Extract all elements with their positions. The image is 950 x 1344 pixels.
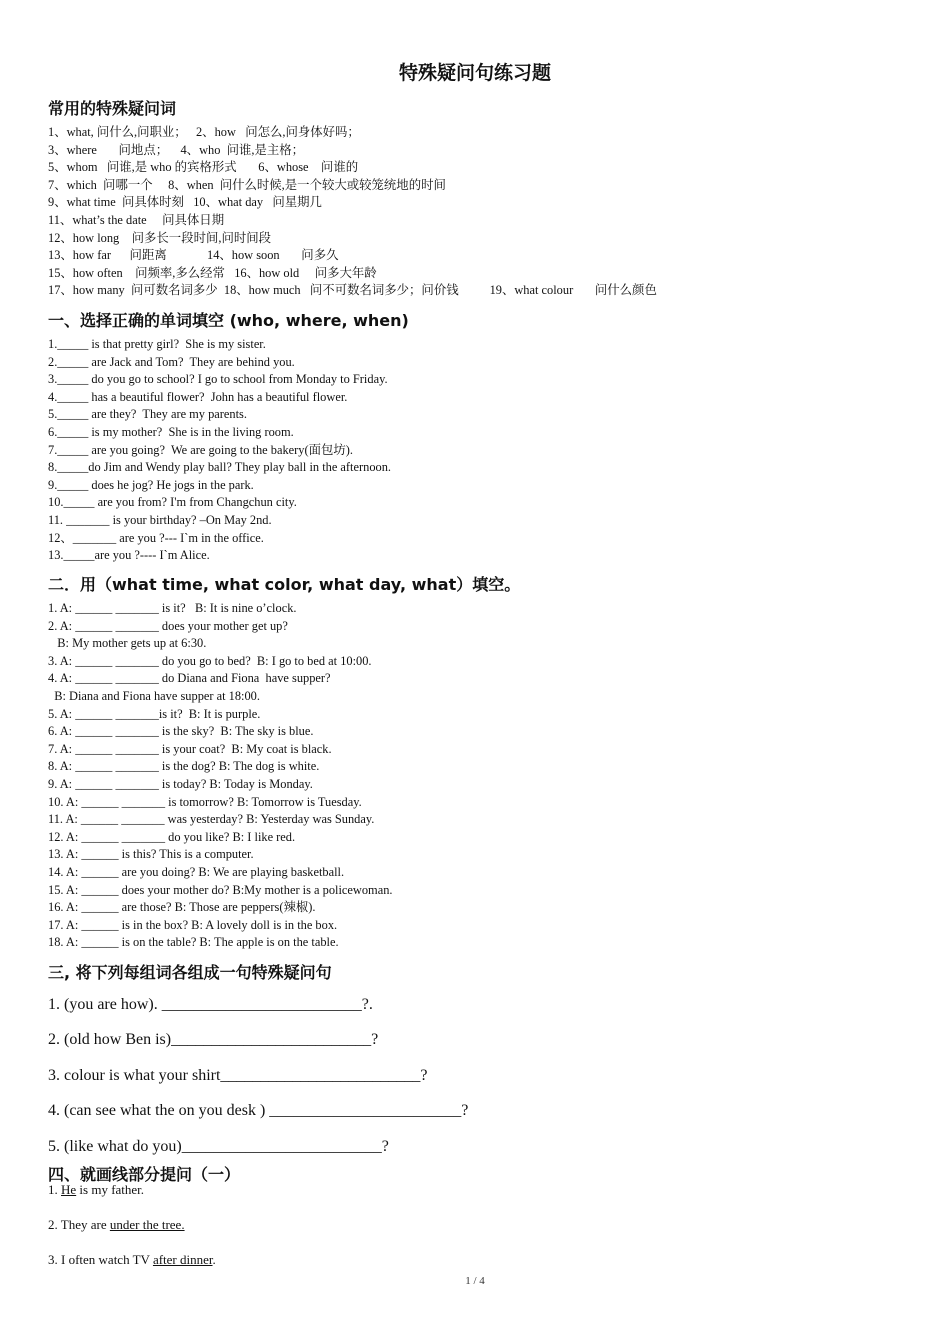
item-text: is my father. xyxy=(76,1182,145,1197)
item-text: . xyxy=(212,1251,216,1267)
section1-list xyxy=(48,336,908,565)
exercise-item: 14. A: ______ are you doing? B: We are playing basketball. xyxy=(48,864,345,879)
underlined-part: under the tree. xyxy=(109,1216,185,1232)
exercise-item: 10._____ are you from? I'm from Changchun city. xyxy=(48,495,297,510)
common-words-heading: 常用的特殊疑问词 xyxy=(48,99,177,118)
list-item: 15、how often 问频率,多么经常 16、how old 问多大年龄 xyxy=(48,265,377,280)
exercise-item: 3._____ do you go to school? I go to school from Monday to Friday. xyxy=(48,372,388,387)
item-text: 3. I often watch TV xyxy=(48,1251,153,1267)
exercise-item: 3. colour is what your shirt_________________________? xyxy=(48,1066,428,1084)
list-item: 9、what time 问具体时刻 10、what day 问星期几 xyxy=(48,195,322,210)
exercise-item: 1. A: ______ _______ is it? B: It is nine o’clock. xyxy=(48,601,297,615)
exercise-item: 6. A: ______ _______ is the sky? B: The sky is blue. xyxy=(48,724,314,739)
list-item: 1、what, 问什么,问职业； 2、how 问怎么,问身体好吗； xyxy=(48,125,360,139)
exercise-item: 9. A: ______ _______ is today? B: Today is Monday. xyxy=(48,776,313,791)
section1-heading: 一、选择正确的单词填空 (who, where, when) xyxy=(48,311,409,330)
underlined-part: He xyxy=(61,1182,77,1197)
list-item: 5、whom 问谁,是 who 的宾格形式 6、whose 问谁的 xyxy=(48,160,359,175)
list-item: 13、how far 问距离 14、how soon 问多久 xyxy=(48,248,339,263)
item-text: 2. They are xyxy=(48,1216,110,1232)
exercise-item: 1._____ is that pretty girl? She is my sister. xyxy=(48,337,266,351)
item-text: 1. xyxy=(48,1182,61,1197)
section2-list xyxy=(48,600,908,952)
exercise-item: 2._____ are Jack and Tom? They are behind you. xyxy=(48,354,295,369)
underlined-part: after dinner xyxy=(152,1251,213,1267)
exercise-item: 5._____ are they? They are my parents. xyxy=(48,407,247,422)
exercise-item: 8._____do Jim and Wendy play ball? They play ball in the afternoon. xyxy=(48,460,391,475)
exercise-item: 5. (like what do you)_________________________? xyxy=(48,1137,389,1155)
exercise-item: B: My mother gets up at 6:30. xyxy=(48,636,207,651)
exercise-item: 16. A: ______ are those? B: Those are peppers(辣椒). xyxy=(48,900,316,915)
exercise-item: 10. A: ______ _______ is tomorrow? B: Tomorrow is Tuesday. xyxy=(48,794,362,809)
exercise-item: 1. (you are how). _________________________?. xyxy=(48,996,373,1013)
page-number: 1 / 4 xyxy=(465,1275,485,1287)
exercise-item: 7. A: ______ _______ is your coat? B: My coat is black. xyxy=(48,741,332,756)
exercise-item: 4. (can see what the on you desk ) ________________________? xyxy=(48,1102,469,1120)
exercise-item: 2. A: ______ _______ does your mother get up? xyxy=(48,618,288,633)
exercise-item: 4. A: ______ _______ do Diana and Fiona have supper? xyxy=(48,671,331,686)
exercise-item: 18. A: ______ is on the table? B: The apple is on the table. xyxy=(48,935,339,950)
section2-heading: 二．用（what time, what color, what day, what）填空。 xyxy=(48,575,521,594)
list-item: 7、which 问哪一个 8、when 问什么时候,是一个较大或较笼统地的时间 xyxy=(48,177,446,192)
common-words-list xyxy=(48,124,908,300)
exercise-item: 2. (old how Ben is)_________________________? xyxy=(48,1031,379,1049)
exercise-item: 12、_______ are you ?--- I`m in the office. xyxy=(48,530,264,545)
list-item: 17、how many 问可数名词多少 18、how much 问不可数名词多少；问价钱 19、what colour 问什么颜色 xyxy=(48,283,657,298)
section3-list xyxy=(48,993,908,1170)
exercise-item: 7._____ are you going? We are going to the bakery(面包坊). xyxy=(48,442,354,457)
exercise-item: 13._____are you ?---- I`m Alice. xyxy=(48,548,210,563)
exercise-item: 15. A: ______ does your mother do? B:My mother is a policewoman. xyxy=(48,882,393,897)
exercise-item: 17. A: ______ is in the box? B: A lovely doll is in the box. xyxy=(48,917,338,932)
page-title: 特殊疑问句练习题 xyxy=(398,62,551,84)
exercise-item: 6._____ is my mother? She is in the living room. xyxy=(48,424,294,439)
list-item: 12、how long 问多长一段时间,问时间段 xyxy=(48,230,272,245)
exercise-item xyxy=(48,1216,908,1251)
exercise-item: 5. A: ______ _______is it? B: It is purple. xyxy=(48,706,261,721)
exercise-item: 11. A: ______ _______ was yesterday? B: Yesterday was Sunday. xyxy=(48,812,375,827)
exercise-item: B: Diana and Fiona have supper at 18:00. xyxy=(48,688,260,703)
exercise-item: 8. A: ______ _______ is the dog? B: The dog is white. xyxy=(48,759,320,774)
exercise-item: 12. A: ______ _______ do you like? B: I like red. xyxy=(48,829,296,844)
list-item: 3、where 问地点； 4、who 问谁,是主格； xyxy=(48,142,305,157)
section3-heading: 三, 将下列每组词各组成一句特殊疑问句 xyxy=(48,963,332,982)
exercise-item: 3. A: ______ _______ do you go to bed? B: I go to bed at 10:00. xyxy=(48,653,372,668)
list-item: 11、what’s the date 问具体日期 xyxy=(48,212,225,227)
exercise-item: 4._____ has a beautiful flower? John has a beautiful flower. xyxy=(48,389,348,404)
exercise-item: 11. _______ is your birthday? –On May 2nd. xyxy=(48,512,272,527)
exercise-item: 13. A: ______ is this? This is a computer. xyxy=(48,847,254,862)
section4-heading: 四、就画线部分提问（一） xyxy=(48,1165,241,1184)
section4-list xyxy=(48,1181,908,1285)
exercise-item: 9._____ does he jog? He jogs in the park. xyxy=(48,477,254,492)
exercise-item xyxy=(48,1181,908,1216)
